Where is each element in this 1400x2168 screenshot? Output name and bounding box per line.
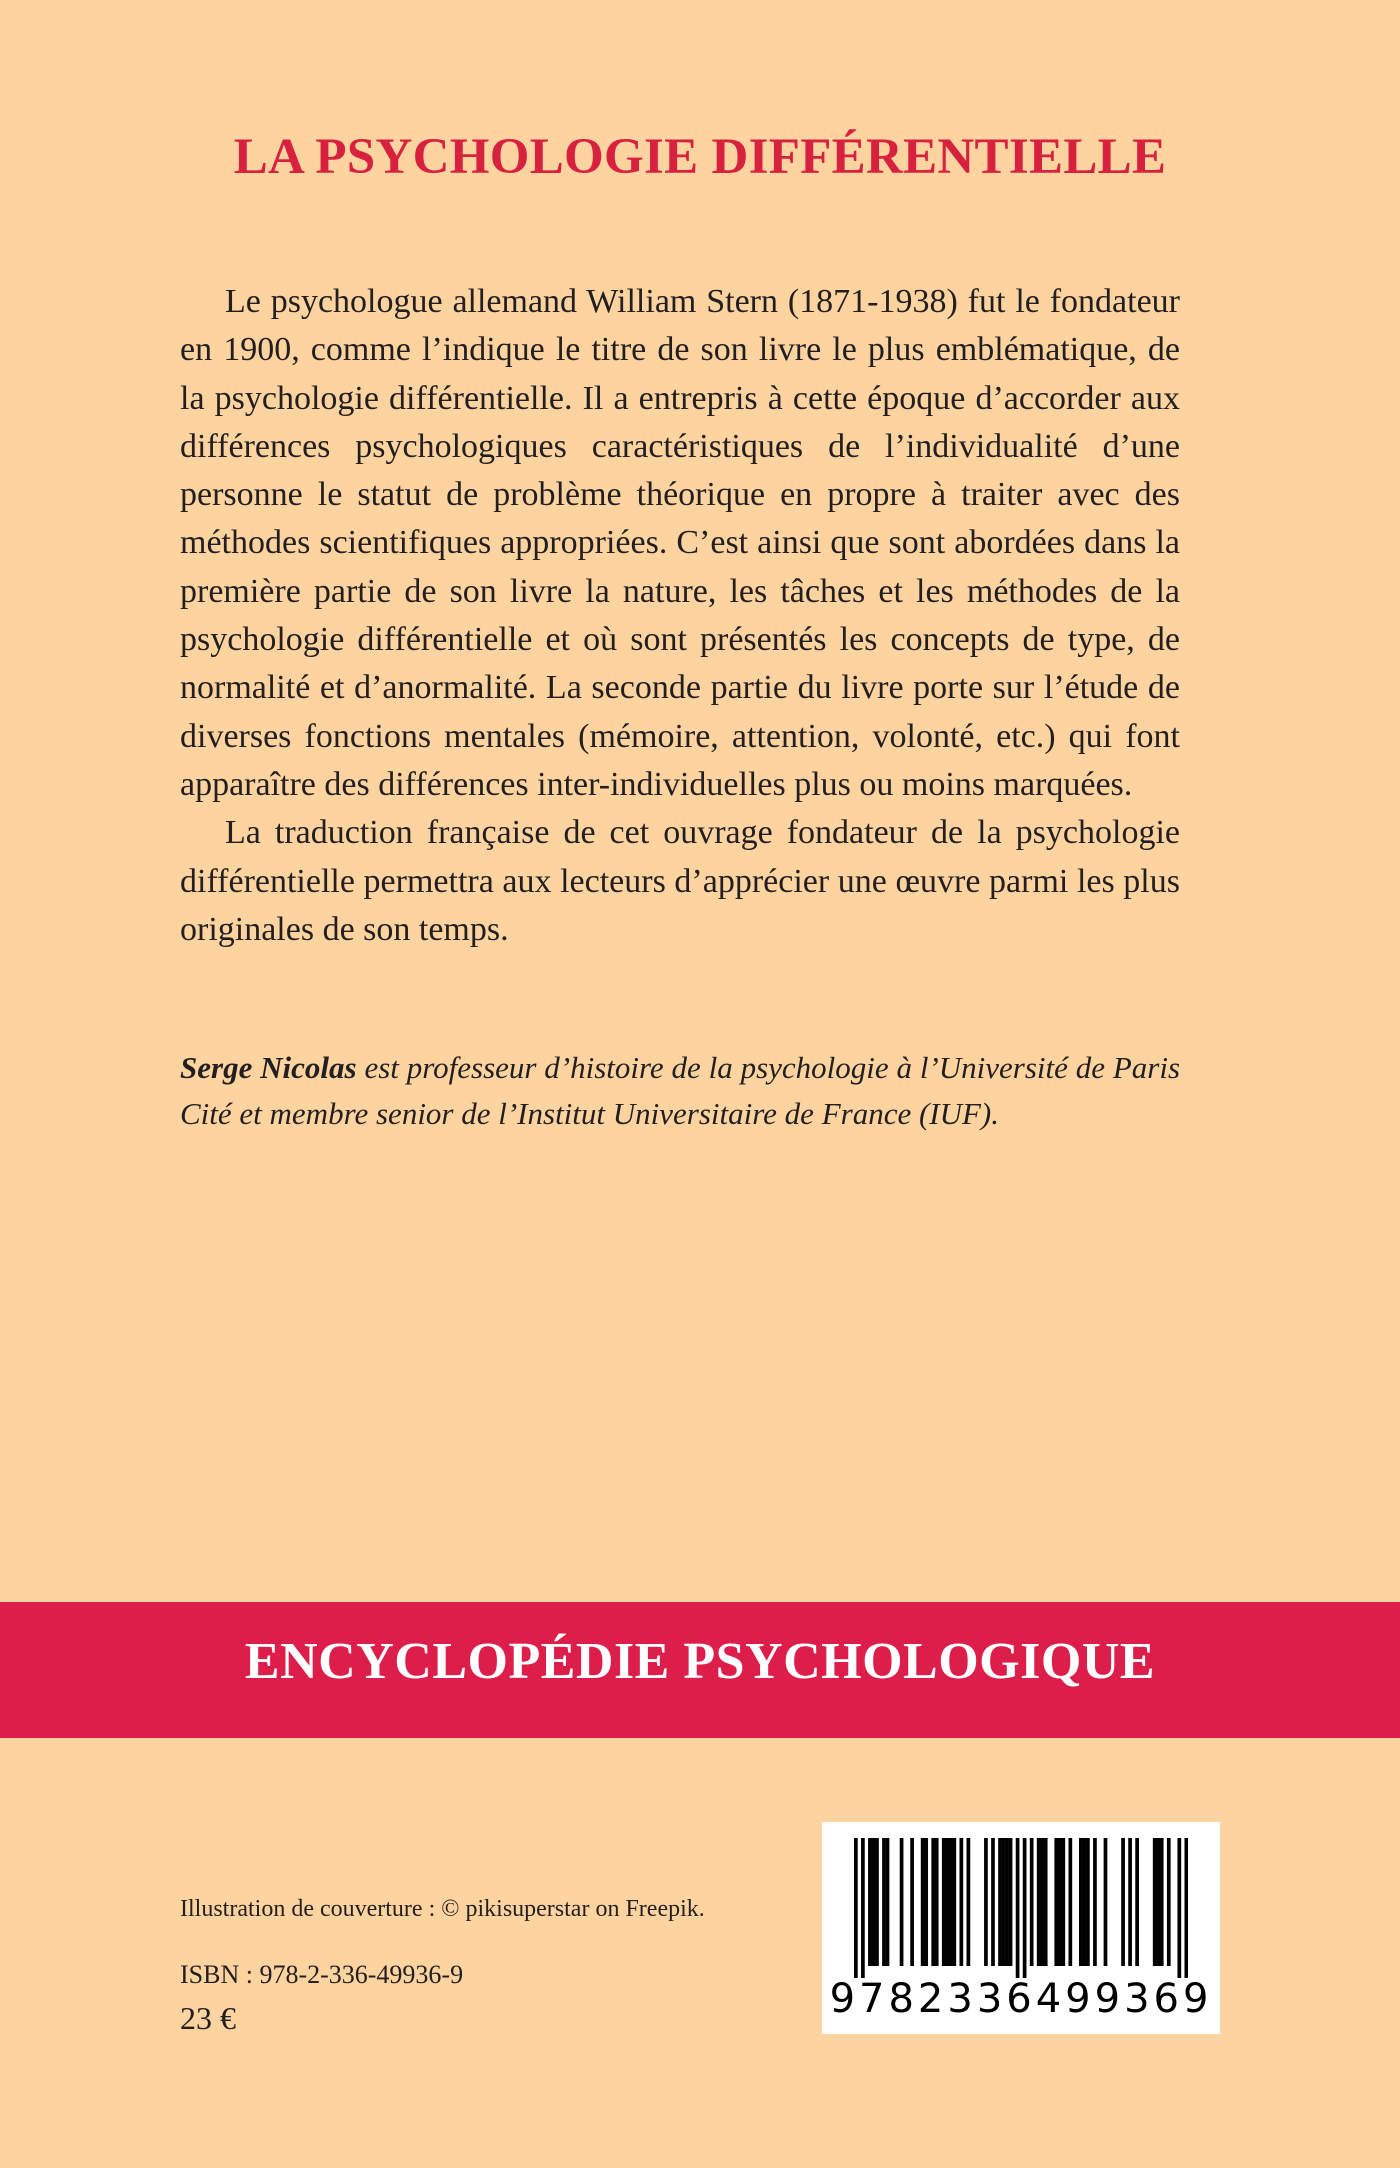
- barcode-bar: [967, 1838, 971, 1966]
- barcode-bar: [921, 1838, 925, 1966]
- price: 23 €: [180, 2000, 236, 2036]
- barcode-bar: [1093, 1838, 1097, 1966]
- barcode-bar: [931, 1838, 935, 1966]
- barcode-bar: [1177, 1838, 1181, 1978]
- barcode-bar: [1009, 1838, 1013, 1966]
- barcode-bar: [949, 1838, 953, 1966]
- barcode-bar: [1086, 1838, 1090, 1966]
- barcode-bar: [924, 1838, 928, 1966]
- barcode-bar: [1184, 1838, 1188, 1978]
- barcode-bar: [945, 1838, 949, 1966]
- barcode-bar: [1005, 1838, 1009, 1966]
- barcode-bar: [1044, 1838, 1048, 1966]
- barcode-bar: [1040, 1838, 1044, 1966]
- blurb-paragraph: La traduction française de cet ouvrage fondateur de la psychologie différentielle permettra aux lecteurs d’apprécier une œuvre parmi les plus originales de son temps.: [180, 814, 1180, 948]
- barcode-bar: [1121, 1838, 1125, 1966]
- barcode-bar: [1030, 1838, 1034, 1966]
- barcode-bar: [1037, 1838, 1041, 1966]
- barcode-bar: [1061, 1838, 1065, 1966]
- barcode-bar: [942, 1838, 946, 1966]
- barcode-bar: [998, 1838, 1002, 1966]
- barcode-bar: [1153, 1838, 1157, 1966]
- barcode-bars: [854, 1838, 1188, 1978]
- series-title: ENCYCLOPÉDIE PSYCHOLOGIQUE: [244, 1633, 1156, 1690]
- barcode-bar: [1016, 1838, 1020, 1978]
- barcode-bar: [861, 1838, 865, 1978]
- barcode-bar: [1023, 1838, 1027, 1978]
- barcode-bar: [1002, 1838, 1006, 1966]
- barcode-bar: [1167, 1838, 1171, 1966]
- barcode-bar: [1135, 1838, 1139, 1966]
- author-name: Serge Nicolas: [180, 1050, 357, 1085]
- barcode-bar: [1160, 1838, 1164, 1966]
- barcode-bar: [1083, 1838, 1087, 1966]
- barcode-bar: [935, 1838, 939, 1966]
- barcode-bar: [952, 1838, 956, 1966]
- barcode-bar: [1079, 1838, 1083, 1966]
- barcode-bar: [882, 1838, 886, 1966]
- barcode-bar: [991, 1838, 995, 1966]
- barcode-bar: [959, 1838, 963, 1966]
- blurb-paragraph: Le psychologue allemand William Stern (1871-1938) fut le fondateur en 1900, comme l’indique le titre de son livre le plus emblématique, de la psychologie différentielle. Il a entrepris à cette époque d’accorder aux différences psychologiques caractéristiques de l’individualité d’une personne le statut de problème théorique en propre à traiter avec des méthodes scientifiques appropriées. C’est ainsi que sont abordées dans la première partie de son livre la nature, les tâches et les méthodes de la psychologie différentielle et où sont présentés les concepts de type, de normalité et d’anormalité. La seconde partie du livre porte sur l’étude de diverses fonctions mentales (mémoire, attention, volonté, etc.) qui font apparaître des différences inter-individuelles plus ou moins marquées.: [180, 283, 1180, 803]
- barcode-bar: [854, 1838, 858, 1978]
- author-bio: [180, 1045, 1180, 1137]
- blurb: [180, 278, 1180, 954]
- barcode-bar: [886, 1838, 890, 1966]
- barcode-bar: [1104, 1838, 1108, 1966]
- barcode-digits: 9782336499369: [829, 1976, 1213, 2022]
- barcode-bar: [900, 1838, 904, 1966]
- isbn: ISBN : 978-2-336-49936-9: [180, 1960, 464, 1989]
- barcode-bar: [875, 1838, 879, 1966]
- barcode-bar: [910, 1838, 914, 1966]
- barcode-bar: [1058, 1838, 1062, 1966]
- barcode-bar: [1128, 1838, 1132, 1966]
- back-cover-title: LA PSYCHOLOGIE DIFFÉRENTIELLE: [233, 129, 1167, 185]
- barcode-bar: [984, 1838, 988, 1966]
- barcode-bar: [1156, 1838, 1160, 1966]
- barcode-bar: [868, 1838, 872, 1966]
- barcode-bar: [1068, 1838, 1072, 1966]
- author-bio-text: est professeur d’histoire de la psychologie à l’Université de Paris Cité et membre senior de l’Institut Universitaire de France (IUF).: [180, 1050, 1181, 1131]
- barcode-bar: [1054, 1838, 1058, 1966]
- barcode-bar: [872, 1838, 876, 1966]
- barcode: [822, 1822, 1220, 2034]
- illustration-credit: Illustration de couverture : © pikisuperstar on Freepik.: [180, 1896, 705, 1922]
